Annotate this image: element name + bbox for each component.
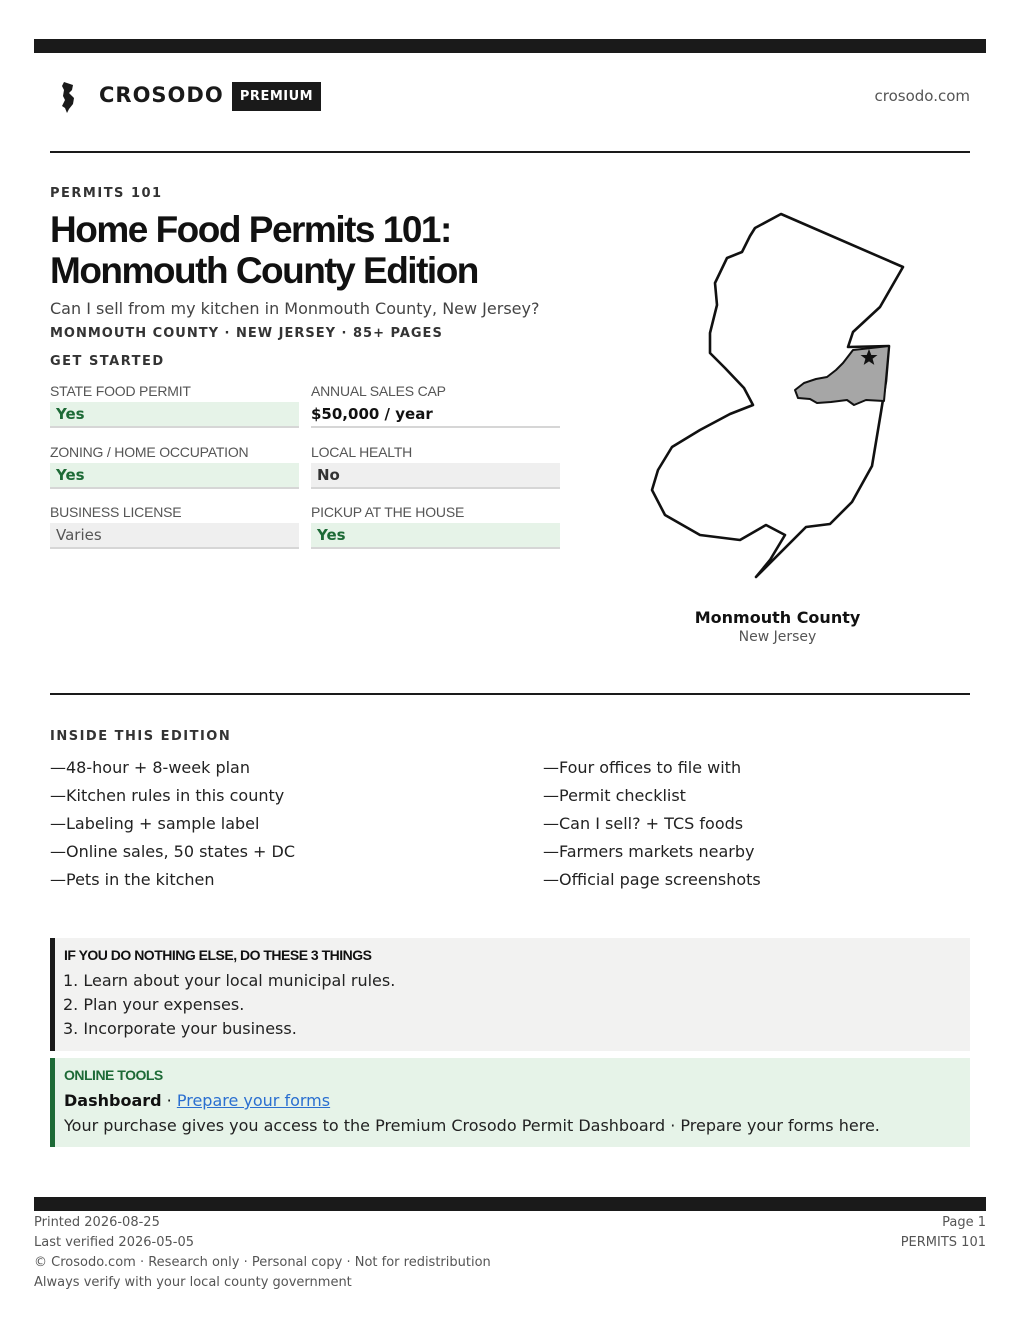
fact-label: BUSINESS LICENSE bbox=[50, 504, 182, 520]
title-line-1: Home Food Permits 101: bbox=[50, 209, 451, 250]
fact-state-food-permit bbox=[50, 382, 299, 428]
page-title bbox=[50, 209, 650, 291]
fact-value: Yes bbox=[50, 463, 299, 489]
top-rule-bar bbox=[34, 39, 986, 53]
page-subtitle: Can I sell from my kitchen in Monmouth County, New Jersey? bbox=[50, 299, 540, 318]
state-map bbox=[640, 205, 920, 585]
fact-label: ANNUAL SALES CAP bbox=[311, 383, 446, 399]
title-line-2: Monmouth County Edition bbox=[50, 250, 478, 291]
inside-edition-heading: INSIDE THIS EDITION bbox=[50, 729, 232, 744]
contents-list-right bbox=[543, 758, 983, 898]
fact-zoning bbox=[50, 443, 299, 489]
fact-value: Yes bbox=[50, 402, 299, 428]
site-url[interactable]: crosodo.com bbox=[874, 87, 970, 105]
verified-date: Last verified 2026-05-05 bbox=[34, 1235, 194, 1250]
list-item: —48-hour + 8-week plan bbox=[50, 758, 250, 777]
fact-value: Varies bbox=[50, 523, 299, 549]
tools-description: Your purchase gives you access to the Premium Crosodo Permit Dashboard · Prepare your forms here. bbox=[64, 1116, 880, 1135]
footer-left bbox=[34, 1213, 491, 1293]
three-things-callout bbox=[50, 938, 970, 1051]
verify-note: Always verify with your local county government bbox=[34, 1275, 352, 1290]
premium-badge: PREMIUM bbox=[232, 82, 321, 111]
copyright: © Crosodo.com · Research only · Personal copy · Not for redistribution bbox=[34, 1255, 491, 1270]
list-item: —Official page screenshots bbox=[543, 870, 761, 889]
list-item: —Labeling + sample label bbox=[50, 814, 260, 833]
dashboard-line bbox=[64, 1091, 330, 1110]
callout-item: 1. Learn about your local municipal rules. bbox=[63, 971, 396, 990]
map-county-label: Monmouth County bbox=[694, 608, 861, 627]
fact-label: PICKUP AT THE HOUSE bbox=[311, 504, 465, 520]
footer-rule-bar bbox=[34, 1197, 986, 1211]
fact-pickup bbox=[311, 503, 560, 549]
list-item: —Farmers markets nearby bbox=[543, 842, 755, 861]
get-started-heading: GET STARTED bbox=[50, 354, 165, 369]
footer-section: PERMITS 101 bbox=[900, 1235, 986, 1250]
callout-item: 3. Incorporate your business. bbox=[63, 1019, 297, 1038]
list-item: —Pets in the kitchen bbox=[50, 870, 215, 889]
new-jersey-state-icon bbox=[60, 80, 78, 114]
fact-value: $50,000 / year bbox=[311, 402, 560, 428]
contents-list-left bbox=[50, 758, 490, 898]
footer-right bbox=[901, 1213, 986, 1253]
section-kicker: PERMITS 101 bbox=[50, 186, 163, 201]
fact-value: Yes bbox=[311, 523, 560, 549]
fact-business-license bbox=[50, 503, 299, 549]
online-tools-callout bbox=[50, 1058, 970, 1147]
fact-label: STATE FOOD PERMIT bbox=[50, 383, 191, 399]
prepare-forms-link[interactable]: Prepare your forms bbox=[176, 1091, 331, 1110]
fact-label: ZONING / HOME OCCUPATION bbox=[50, 444, 249, 460]
fact-value: No bbox=[311, 463, 560, 489]
list-item: —Permit checklist bbox=[543, 786, 686, 805]
header bbox=[50, 78, 970, 118]
page-number: Page 1 bbox=[942, 1215, 986, 1230]
fact-local-health bbox=[311, 443, 560, 489]
dashboard-label: Dashboard bbox=[64, 1091, 162, 1110]
callout-item: 2. Plan your expenses. bbox=[63, 995, 245, 1014]
printed-date: Printed 2026-08-25 bbox=[34, 1215, 160, 1230]
fact-annual-sales-cap bbox=[311, 382, 560, 428]
tools-heading: ONLINE TOOLS bbox=[64, 1067, 163, 1083]
separator: · bbox=[161, 1091, 177, 1110]
callout-heading: IF YOU DO NOTHING ELSE, DO THESE 3 THINGS bbox=[64, 947, 372, 963]
section-divider bbox=[50, 693, 970, 695]
brand-name: CROSODO bbox=[99, 83, 224, 107]
fact-label: LOCAL HEALTH bbox=[311, 444, 413, 460]
map-caption bbox=[640, 608, 915, 645]
edition-meta: MONMOUTH COUNTY · NEW JERSEY · 85+ PAGES bbox=[50, 326, 443, 341]
list-item: —Kitchen rules in this county bbox=[50, 786, 285, 805]
map-state-label: New Jersey bbox=[738, 629, 817, 645]
header-divider bbox=[50, 151, 970, 153]
list-item: —Four offices to file with bbox=[543, 758, 742, 777]
list-item: —Online sales, 50 states + DC bbox=[50, 842, 296, 861]
list-item: —Can I sell? + TCS foods bbox=[543, 814, 744, 833]
